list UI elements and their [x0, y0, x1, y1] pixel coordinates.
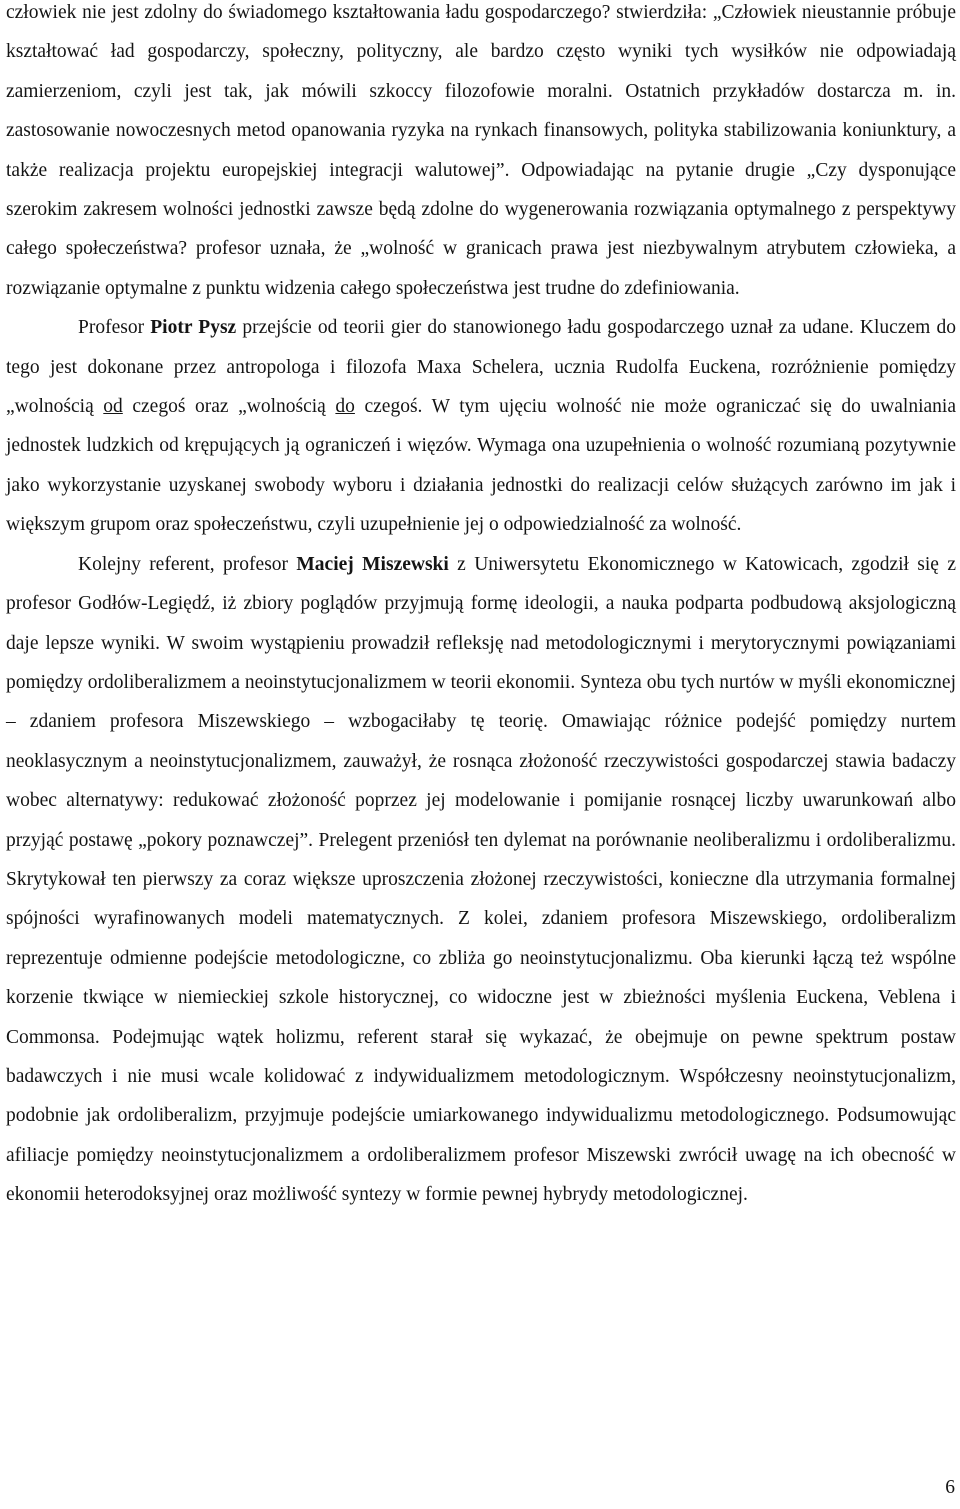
paragraph-2-text-b: czegoś oraz „wolnością	[122, 396, 336, 418]
paragraph-1-text: człowiek nie jest zdolny do świadomego kształtowania ładu gospodarczego? stwierdziła: „Człowiek nieustannie próbuje kształtować ład gospodarczy, społeczny, polityczny, ale bardzo często wyniki tych wysiłków nie odpowiadają zamierzeniom, czyli jest tak, jak mówili szkoccy filozofowie moralni. Ostatnich przykładów dostarcza m. in. zastosowanie nowoczesnych metod opanowania ryzyka na rynkach finansowych, polityka stabilizowania koniunktury, a także realizacja projektu europejskiej integracji walutowej”. Odpowiadając na pytanie drugie „Czy dysponujące szerokim zakresem wolności jednostki zawsze będą zdolne do wygenerowania rozwiązania optymalnego z perspektywy całego społeczeństwa? profesor uznała, że „wolność w granicach prawa jest niezbywalnym atrybutem człowieka, a rozwiązanie optymalne z punktu widzenia całego społeczeństwa jest trudne do zdefiniowania.	[6, 2, 956, 299]
speaker-name-pysz: Piotr Pysz	[150, 317, 237, 339]
underlined-do: do	[335, 396, 355, 418]
underlined-od: od	[103, 396, 123, 418]
paragraph-2-text-a: przejście od teorii gier do stanowionego ładu gospodarczego uznał za udane. Kluczem do tego jest dokonane przez antropologa i filozofa Maxa Schelera, ucznia Rudolfa Euckena, rozróżnienie pomiędzy „wolnością	[6, 317, 956, 418]
document-page	[6, 0, 956, 1215]
paragraph-3	[6, 545, 956, 1215]
paragraph-1	[6, 0, 956, 308]
paragraph-2	[6, 308, 956, 544]
paragraph-3-text: z Uniwersytetu Ekonomicznego w Katowicach, zgodził się z profesor Godłów-Legiędź, iż zbiory poglądów przyjmują formę ideologii, a nauka podparta podbudową aksjologiczną daje lepsze wyniki. W swoim wystąpieniu prowadził refleksję nad metodologicznymi i merytorycznymi powiązaniami pomiędzy ordoliberalizmem a neoinstytucjonalizmem w teorii ekonomii. Synteza obu tych nurtów w myśli ekonomicznej – zdaniem profesora Miszewskiego – wzbogaciłaby tę teorię. Omawiając różnice podejść pomiędzy nurtem neoklasycznym a neoinstytucjonalizmem, zauważył, że rosnąca złożoność rzeczywistości gospodarczej stawia badaczy wobec alternatywy: redukować złożoność poprzez jej modelowanie i pomijanie rosnącej liczby uwarunkowań albo przyjąć postawę „pokory poznawczej”. Prelegent przeniósł ten dylemat na porównanie neoliberalizmu i ordoliberalizmu. Skrytykował ten pierwszy za coraz większe uproszczenia złożonej rzeczywistości, konieczne dla utrzymania formalnej spójności wyrafinowanych modeli matematycznych. Z kolei, zdaniem profesora Miszewskiego, ordoliberalizm reprezentuje odmienne podejście metodologiczne, co zbliża go neoinstytucjonalizmu. Oba kierunki łączą też wspólne korzenie tkwiące w niemieckiej szkole historycznej, co widoczne jest w zbieżności myślenia Euckena, Veblena i Commonsa. Podejmując wątek holizmu, referent starał się wykazać, że obejmuje on pewne spektrum postaw badawczych i nie musi wcale kolidować z indywidualizmem metodologicznym. Współczesny neoinstytucjonalizm, podobnie jak ordoliberalizm, przyjmuje podejście umiarkowanego indywidualizmu metodologicznego. Podsumowując afiliacje pomiędzy neoinstytucjonalizmem a ordoliberalizmem profesor Miszewski zwrócił uwagę na ich obecność w ekonomii heterodoksyjnej oraz możliwość syntezy w formie pewnej hybrydy metodologicznej.	[6, 553, 956, 1206]
paragraph-3-lead: Kolejny referent, profesor	[78, 553, 297, 575]
paragraph-2-text-c: czegoś. W tym ujęciu wolność nie może ograniczać się do uwalniania jednostek ludzkich od krępujących ją ograniczeń i więzów. Wymaga ona uzupełnienia o wolność rozumianą pozytywnie jako wykorzystanie uzyskanej swobody wyboru i działania jednostki do realizacji celów służących zarówno im jak i większym grupom oraz społeczeństwu, czyli uzupełnienie jej o odpowiedzialność za wolność.	[6, 396, 956, 536]
paragraph-2-lead: Profesor	[78, 317, 151, 339]
page-number: 6	[945, 1477, 955, 1498]
speaker-name-miszewski: Maciej Miszewski	[296, 553, 449, 575]
